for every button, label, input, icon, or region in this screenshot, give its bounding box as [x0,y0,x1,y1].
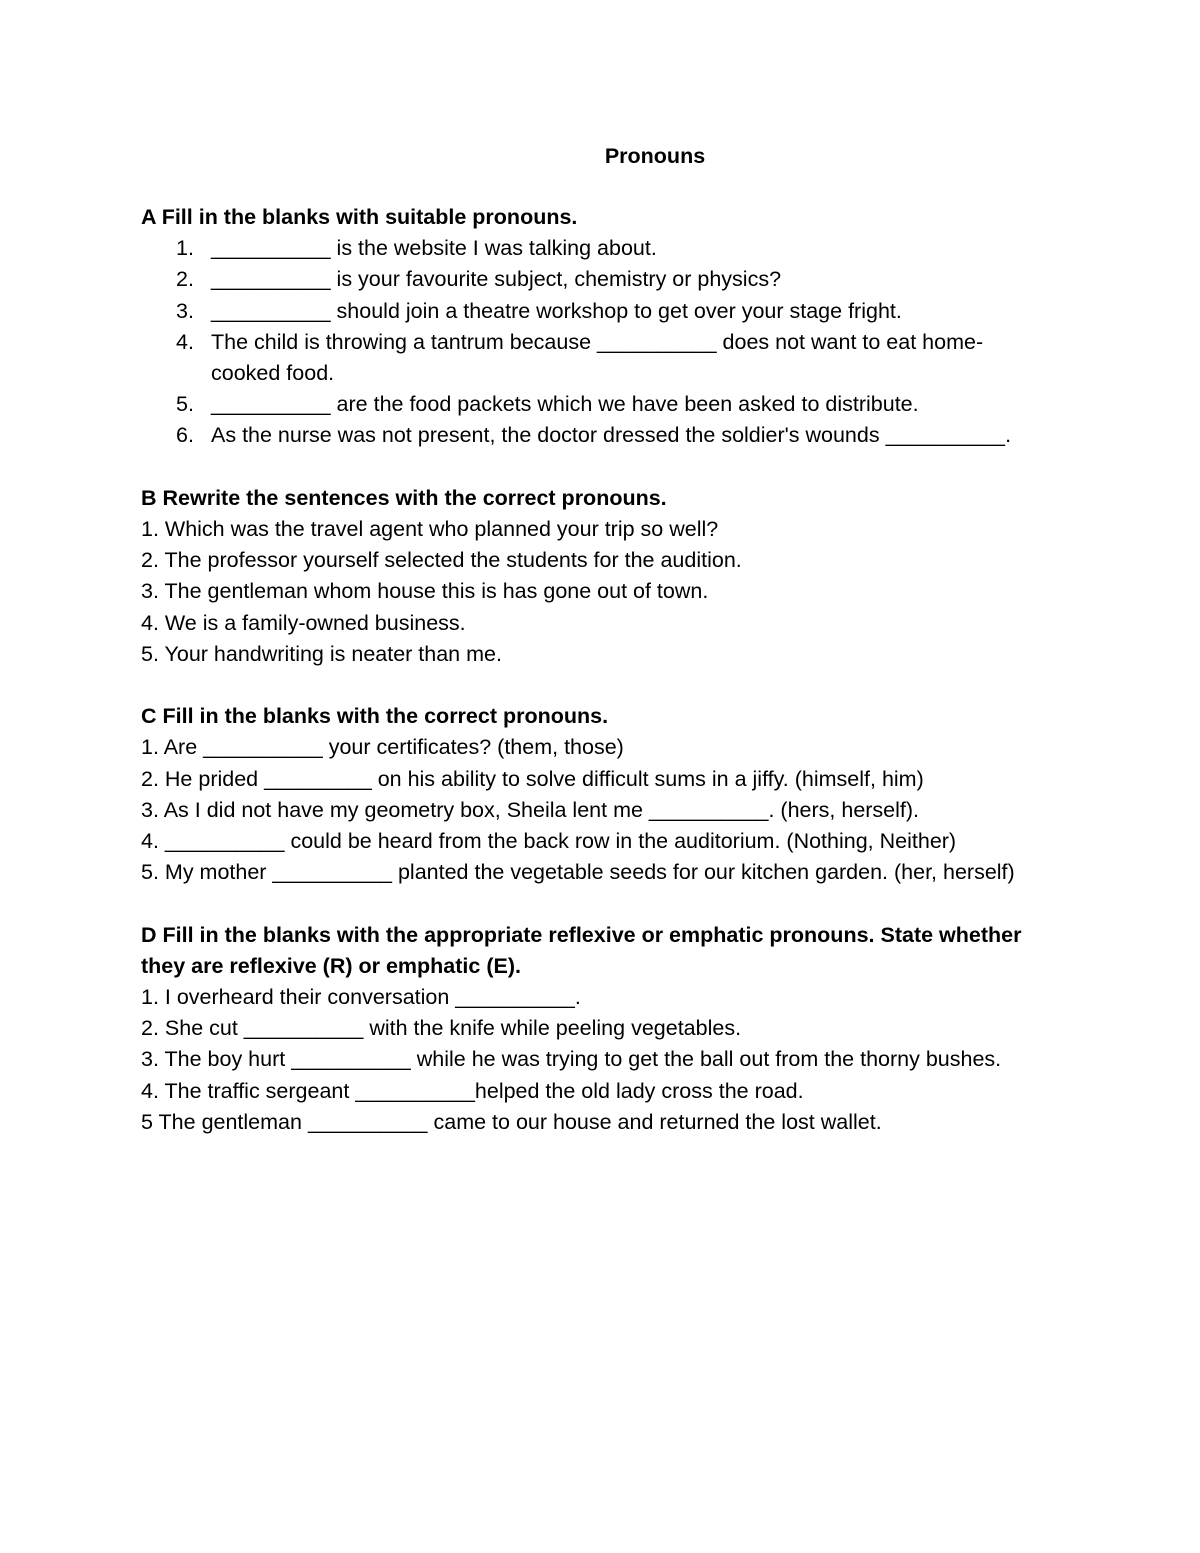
item-text: __________ should join a theatre workshop to get over your stage fright. [211,298,902,323]
item-text: The child is throwing a tantrum because __________ does not want to eat home-cooked food. [211,329,984,386]
list-item [141,264,1046,295]
item-text: As the nurse was not present, the doctor dressed the soldier's wounds __________. [211,423,1012,448]
section-c [141,701,1046,888]
list-item: 1. I overheard their conversation __________. [141,985,581,1010]
list-item: 5. Your handwriting is neater than me. [141,641,502,666]
list-item: 4. We is a family-owned business. [141,610,466,635]
section-b-heading: B Rewrite the sentences with the correct pronouns. [141,485,667,510]
list-item: 3. The gentleman whom house this is has gone out of town. [141,579,709,604]
list-item: 5. My mother __________ planted the vegetable seeds for our kitchen garden. (her, herself) [141,860,1015,885]
section-b [141,483,1046,670]
item-number: 2. [176,267,194,292]
list-item: 4. __________ could be heard from the back row in the auditorium. (Nothing, Neither) [141,829,957,854]
item-number: 3. [176,298,194,323]
list-item: 3. The boy hurt __________ while he was trying to get the ball out from the thorny bushes. [141,1047,1002,1072]
section-c-heading: C Fill in the blanks with the correct pronouns. [141,704,609,729]
list-item: 2. He prided _________ on his ability to solve difficult sums in a jiffy. (himself, him) [141,766,924,791]
list-item: 3. As I did not have my geometry box, Sheila lent me __________. (hers, herself). [141,797,920,822]
list-item [141,233,1046,264]
list-item: 2. The professor yourself selected the students for the audition. [141,548,742,573]
item-text: __________ is the website I was talking about. [211,236,657,261]
list-item: 4. The traffic sergeant __________helped the old lady cross the road. [141,1078,804,1103]
list-item: 5 The gentleman __________ came to our house and returned the lost wallet. [141,1109,882,1134]
list-item: 1. Are __________ your certificates? (them, those) [141,735,624,760]
item-number: 4. [176,329,194,354]
list-item [141,296,1046,327]
list-item [141,420,1046,451]
section-a-heading: A Fill in the blanks with suitable pronouns. [141,205,578,229]
list-item: 2. She cut __________ with the knife while peeling vegetables. [141,1016,742,1041]
list-item: 1. Which was the travel agent who planned your trip so well? [141,517,719,542]
section-d [141,920,1046,1138]
item-number: 5. [176,392,194,417]
section-a [141,202,1046,452]
section-d-heading: D Fill in the blanks with the appropriate reflexive or emphatic pronouns. State whether they are reflexive (R) or emphatic (E). [141,922,1022,978]
item-number: 6. [176,423,194,448]
list-item [141,389,1046,420]
list-item [141,327,1046,389]
item-text: __________ are the food packets which we have been asked to distribute. [211,392,919,417]
item-text: __________ is your favourite subject, chemistry or physics? [211,267,782,292]
item-number: 1. [176,236,194,261]
worksheet-content [141,202,1046,1138]
page-title: Pronouns [604,144,706,168]
section-a-list [141,233,1046,451]
